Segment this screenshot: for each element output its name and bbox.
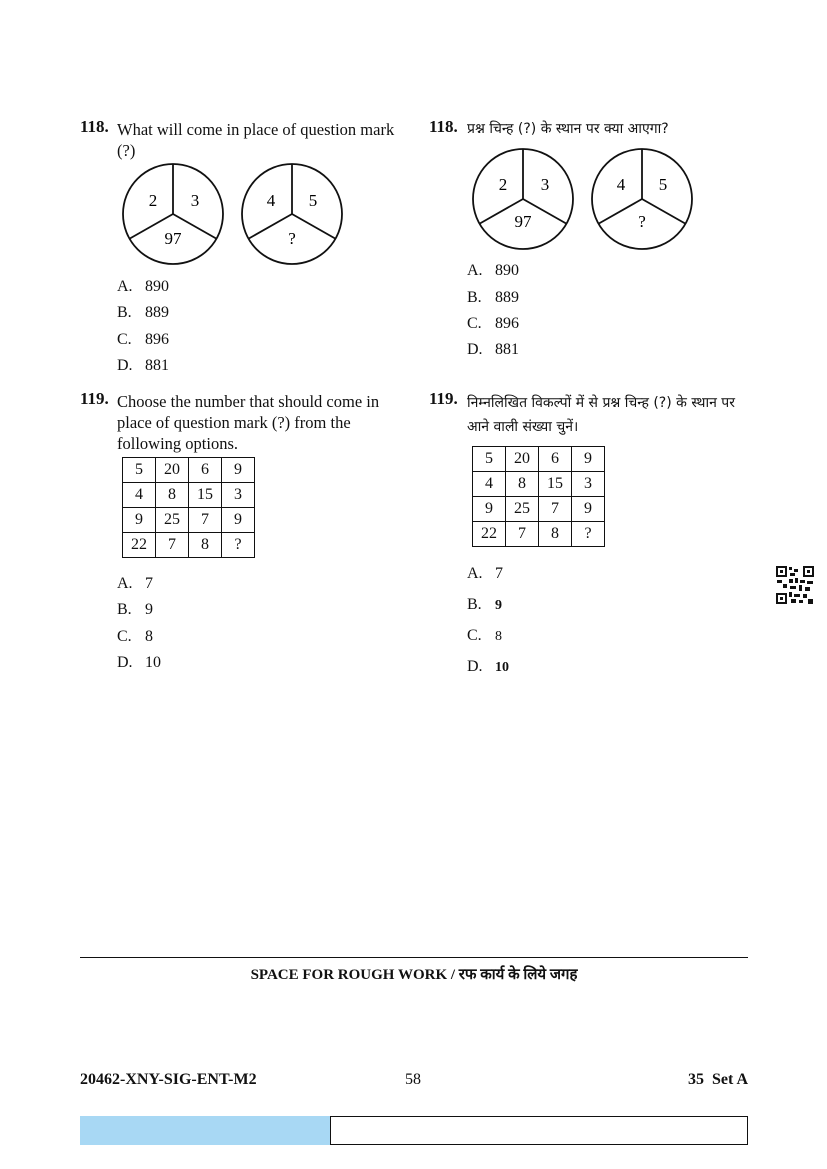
circle-2-top-right: 5 xyxy=(308,191,318,210)
question-number: 118. xyxy=(80,117,109,136)
grid-cell: ? xyxy=(572,522,605,547)
option-value: 896 xyxy=(495,315,519,332)
option-b[interactable] xyxy=(117,601,153,619)
circle-1 xyxy=(123,164,223,264)
grid-cell: 9 xyxy=(473,497,506,522)
question-text: What will come in place of question mark (?) xyxy=(117,120,395,160)
number-grid xyxy=(122,457,255,558)
circle-2-top-left: 4 xyxy=(616,175,626,194)
circle-1-top-right: 3 xyxy=(540,175,550,194)
grid-cell: 25 xyxy=(506,497,539,522)
grid-cell: 8 xyxy=(189,533,222,558)
grid-cell: 7 xyxy=(189,508,222,533)
grid-cell: 7 xyxy=(539,497,572,522)
question-text: प्रश्न चिन्ह (?) के स्थान पर क्या आएगा? xyxy=(467,121,669,137)
paper-code: 20462-XNY-SIG-ENT-M2 xyxy=(80,1071,257,1088)
grid-cell: 4 xyxy=(123,483,156,508)
question-number: 119. xyxy=(429,389,458,408)
circle-2 xyxy=(242,164,342,264)
grid-cell: 7 xyxy=(156,533,189,558)
rough-work-label: SPACE FOR ROUGH WORK / रफ कार्य के लिये जगह xyxy=(250,967,578,983)
grid-cell: 9 xyxy=(572,497,605,522)
divider xyxy=(80,957,748,958)
option-value: 9 xyxy=(495,598,502,613)
circle-figure xyxy=(118,160,348,270)
option-c[interactable] xyxy=(117,628,153,646)
option-b[interactable] xyxy=(117,304,169,322)
set-label: Set A xyxy=(712,1071,748,1088)
circle-1-bottom: 97 xyxy=(164,229,182,248)
grid-cell: 20 xyxy=(156,458,189,483)
option-value: 7 xyxy=(145,575,153,592)
grid-cell: 15 xyxy=(539,472,572,497)
grid-cell: 5 xyxy=(123,458,156,483)
circle-1 xyxy=(473,149,573,249)
option-value: 881 xyxy=(145,357,169,374)
set-indicator xyxy=(640,1071,748,1089)
circle-2 xyxy=(592,149,692,249)
option-c[interactable] xyxy=(117,331,169,349)
option-value: 890 xyxy=(145,278,169,295)
option-label: D. xyxy=(117,357,133,374)
option-c[interactable] xyxy=(467,315,519,333)
question-number: 118. xyxy=(429,117,458,136)
option-d[interactable] xyxy=(117,357,169,375)
question-text: Choose the number that should come in place of question mark (?) from the following options. xyxy=(117,392,380,453)
option-a[interactable] xyxy=(467,262,519,280)
option-label: B. xyxy=(467,596,482,613)
option-label: D. xyxy=(467,341,483,358)
option-label: A. xyxy=(117,278,133,295)
grid-cell: 20 xyxy=(506,447,539,472)
option-value: 10 xyxy=(145,654,161,671)
question-text: निम्नलिखित विकल्पों में से प्रश्न चिन्ह (?) के स्थान पर आने वाली संख्या चुनें। xyxy=(467,395,735,435)
option-label: A. xyxy=(467,565,483,582)
option-value: 8 xyxy=(145,628,153,645)
grid-cell: 5 xyxy=(473,447,506,472)
grid-cell: 7 xyxy=(506,522,539,547)
grid-cell: 25 xyxy=(156,508,189,533)
circle-2-bottom: ? xyxy=(638,212,646,231)
grid-cell: 8 xyxy=(539,522,572,547)
option-value: 10 xyxy=(495,660,509,675)
option-value: 896 xyxy=(145,331,169,348)
set-number: 35 xyxy=(688,1071,704,1088)
grid-cell: ? xyxy=(222,533,255,558)
option-value: 889 xyxy=(145,304,169,321)
option-label: C. xyxy=(467,315,482,332)
grid-cell: 9 xyxy=(222,508,255,533)
circle-2-top-right: 5 xyxy=(658,175,668,194)
option-b[interactable] xyxy=(467,596,502,614)
option-value: 7 xyxy=(495,565,503,582)
option-c[interactable] xyxy=(467,627,502,645)
option-label: B. xyxy=(467,289,482,306)
option-label: A. xyxy=(467,262,483,279)
option-label: C. xyxy=(117,628,132,645)
qr-code-icon xyxy=(775,565,815,605)
grid-cell: 22 xyxy=(473,522,506,547)
circle-1-top-left: 2 xyxy=(148,191,158,210)
grid-cell: 3 xyxy=(572,472,605,497)
grid-cell: 3 xyxy=(222,483,255,508)
option-label: C. xyxy=(467,627,482,644)
circle-2-top-left: 4 xyxy=(266,191,276,210)
option-value: 9 xyxy=(145,601,153,618)
option-d[interactable] xyxy=(117,654,161,672)
option-label: A. xyxy=(117,575,133,592)
grid-cell: 6 xyxy=(539,447,572,472)
grid-cell: 9 xyxy=(222,458,255,483)
grid-cell: 8 xyxy=(506,472,539,497)
option-label: C. xyxy=(117,331,132,348)
option-b[interactable] xyxy=(467,289,519,307)
footer-color-bar xyxy=(80,1116,330,1145)
option-value: 890 xyxy=(495,262,519,279)
option-value: 881 xyxy=(495,341,519,358)
option-a[interactable] xyxy=(117,575,153,593)
option-a[interactable] xyxy=(117,278,169,296)
option-d[interactable] xyxy=(467,341,519,359)
circle-figure xyxy=(468,145,698,255)
option-label: B. xyxy=(117,601,132,618)
option-label: D. xyxy=(467,658,483,675)
grid-cell: 22 xyxy=(123,533,156,558)
grid-cell: 9 xyxy=(123,508,156,533)
question-number: 119. xyxy=(80,389,109,408)
circle-2-bottom: ? xyxy=(288,229,296,248)
number-grid xyxy=(472,446,605,547)
option-label: D. xyxy=(117,654,133,671)
option-a[interactable] xyxy=(467,565,503,583)
circle-1-top-left: 2 xyxy=(498,175,508,194)
footer-box xyxy=(330,1116,748,1145)
option-value: 889 xyxy=(495,289,519,306)
circle-1-top-right: 3 xyxy=(190,191,200,210)
grid-cell: 8 xyxy=(156,483,189,508)
grid-cell: 9 xyxy=(572,447,605,472)
grid-cell: 6 xyxy=(189,458,222,483)
option-label: B. xyxy=(117,304,132,321)
page-number: 58 xyxy=(405,1071,421,1088)
option-value: 8 xyxy=(495,629,502,644)
grid-cell: 15 xyxy=(189,483,222,508)
circle-1-bottom: 97 xyxy=(514,212,532,231)
option-d[interactable] xyxy=(467,658,509,676)
grid-cell: 4 xyxy=(473,472,506,497)
